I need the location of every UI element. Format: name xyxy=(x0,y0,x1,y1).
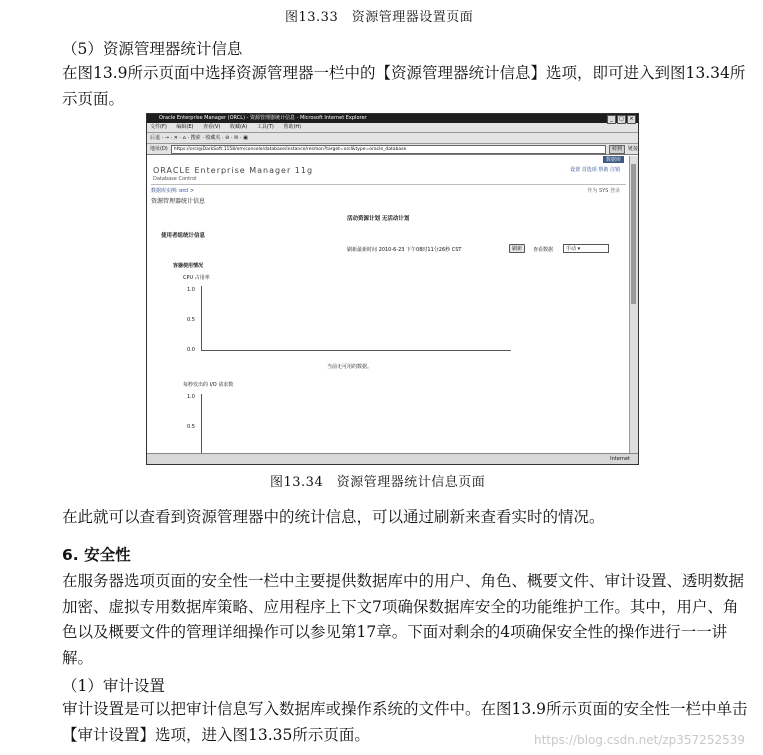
view-data-label: 查看数据 xyxy=(533,247,554,253)
consumer-group-stats: 使用者组统计信息 xyxy=(161,233,206,239)
view-data-value: 手动 xyxy=(566,246,577,252)
active-plan: 活动资源计划 无活动计划 xyxy=(347,216,410,222)
io-y-axis xyxy=(201,394,202,454)
section-5-paragraph: 在图13.9所示页面中选择资源管理器一栏中的【资源管理器统计信息】选项，即可进入到图13.34所示页面。 xyxy=(62,64,746,108)
menu-item-file[interactable]: 文件(F) xyxy=(150,124,167,130)
cpu-x-axis xyxy=(201,350,511,351)
menu-item-tools[interactable]: 工具(T) xyxy=(256,124,274,130)
maximize-button[interactable]: □ xyxy=(617,115,626,124)
cpu-tick-0: 0.0 xyxy=(187,347,195,353)
browser-toolbar xyxy=(147,133,638,144)
screenshot-figure-13-34 xyxy=(146,113,639,465)
cpu-y-axis xyxy=(201,286,202,350)
cpu-tick-1: 1.0 xyxy=(187,287,195,293)
menu-item-edit[interactable]: 编辑(E) xyxy=(176,124,194,130)
section-6-1-paragraph: 审计设置是可以把审计信息写入数据库或操作系统的文件中。在图13.9所示页面的安全性一栏中单击【审计设置】选项，进入图13.35所示页面。 xyxy=(62,700,748,744)
vertical-scrollbar[interactable] xyxy=(629,156,638,454)
last-refresh-time: 刷新最新时间 2010-6-23 下午08时11分26秒 CST xyxy=(347,247,462,253)
logged-in-as: 作为 SYS 登录 xyxy=(587,188,620,194)
no-data-message: 当前无可用的数据。 xyxy=(327,364,373,370)
paragraph-after-figure: 在此就可以查看到资源管理器中的统计信息，可以通过刷新来查看实时的情况。 xyxy=(62,508,605,526)
address-input[interactable]: https://orcl@DarkSoft:1158/em/console/database/instance/resmon?target=orcl&type=oracle_database xyxy=(171,145,606,154)
menu-item-favorites[interactable]: 收藏(A) xyxy=(229,124,248,130)
io-chart-title: 每秒发出的 I/O 请求数 xyxy=(183,382,234,388)
cpu-tick-05: 0.5 xyxy=(187,317,195,323)
link-setup[interactable]: 设置 xyxy=(570,167,581,173)
status-bar xyxy=(147,453,638,464)
ie-title-bar xyxy=(147,114,638,123)
section-5-heading: （5）资源管理器统计信息 xyxy=(62,40,243,58)
section-6-1-heading: （1）审计设置 xyxy=(62,677,165,695)
go-button[interactable]: 转到 xyxy=(609,145,625,154)
header-divider xyxy=(151,184,626,185)
toolbar-buttons[interactable]: 后退 · → · ✕ · ⌂ · 搜索 · 收藏夹 · ⊘ · ✉ · ▣ xyxy=(150,135,248,141)
view-data-select[interactable]: 手动 ▾ xyxy=(563,244,609,253)
section-6-paragraph: 在服务器选项页面的安全性一栏中主要提供数据库中的用户、角色、概要文件、审计设置、透明数据加密、虚拟专用数据库策略、应用程序上下文7项确保数据库安全的功能维护工作。其中，用户、角色以及概要文件的管理详细操作可以参见第17章。下面对剩余的4项确保安全性的操作进行一一讲解。 xyxy=(62,572,745,667)
watermark: https://blog.csdn.net/zp357252539 xyxy=(534,733,745,747)
address-label: 地址(D) xyxy=(150,146,168,152)
breadcrumb[interactable]: 数据库实例: orcl > xyxy=(151,188,195,194)
refresh-button[interactable]: 刷新 xyxy=(509,244,525,253)
io-tick-05: 0.5 xyxy=(187,424,195,430)
internet-zone: Internet xyxy=(610,456,630,462)
links-label[interactable]: 链接 xyxy=(627,146,638,152)
database-control-label: Database Control xyxy=(153,176,197,182)
database-badge: 数据库 xyxy=(603,156,624,163)
minimize-button[interactable]: _ xyxy=(607,115,616,124)
oracle-logo: ORACLE Enterprise Manager 11g xyxy=(153,166,314,175)
figure-caption-13-34: 图13.34 资源管理器统计信息页面 xyxy=(270,475,486,490)
page-content xyxy=(147,156,630,454)
section-6-heading: 6. 安全性 xyxy=(62,546,131,564)
window-title: Oracle Enterprise Manager (ORCL) - 资源管理器统计信息 - Microsoft Internet Explorer xyxy=(159,115,367,121)
address-bar xyxy=(147,144,638,155)
io-tick-1: 1.0 xyxy=(187,394,195,400)
link-help[interactable]: 帮助 xyxy=(598,167,609,173)
cpu-chart-title: CPU 占用率 xyxy=(183,275,210,281)
menu-bar xyxy=(147,123,638,133)
link-preferences[interactable]: 首选项 xyxy=(581,167,597,173)
link-logout[interactable]: 注销 xyxy=(609,167,620,173)
menu-item-view[interactable]: 查看(V) xyxy=(203,124,221,130)
usage-section-title: 容器使用情况 xyxy=(173,263,204,269)
page-title: 资源管理器统计信息 xyxy=(151,198,206,205)
figure-caption-13-33: 图13.33 资源管理器设置页面 xyxy=(285,10,474,25)
menu-item-help[interactable]: 帮助(H) xyxy=(283,124,302,130)
close-button[interactable]: × xyxy=(627,115,636,124)
